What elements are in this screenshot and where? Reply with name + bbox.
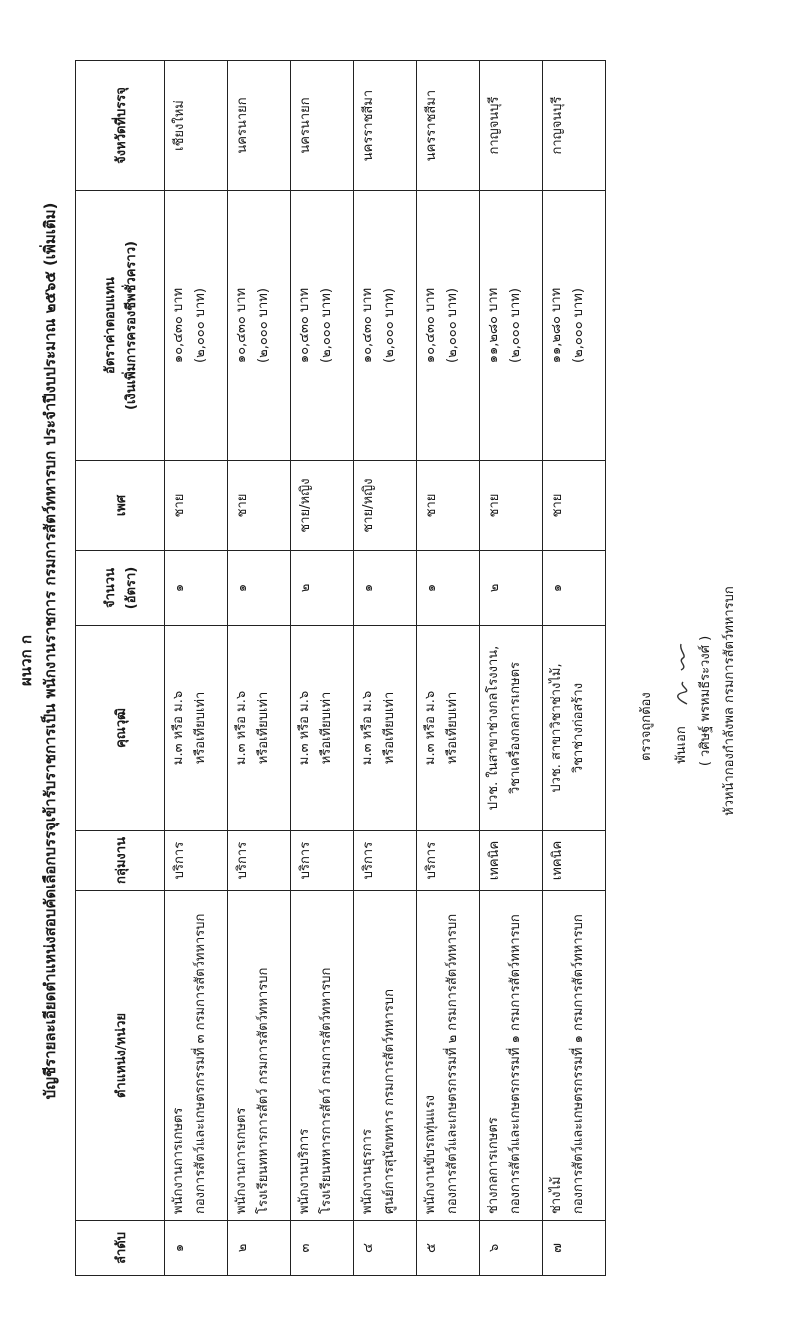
- cell-gender: ชาย: [165, 461, 228, 551]
- cell-gender: ชาย: [543, 461, 606, 551]
- cell-province: เชียงใหม่: [165, 61, 228, 191]
- cell-group: เทคนิค: [480, 831, 543, 891]
- cell-quantity: ๒: [480, 551, 543, 626]
- cell-position: [228, 891, 291, 1221]
- rate-allowance: (๒,๐๐๐ บาท): [382, 288, 397, 363]
- cell-gender: ชาย: [228, 461, 291, 551]
- qualification-line2: วิชาช่างก่อสร้าง: [571, 682, 586, 774]
- table-row: [354, 61, 417, 1276]
- rate-allowance: (๒,๐๐๐ บาท): [445, 288, 460, 363]
- cell-no: ๗: [543, 1221, 606, 1276]
- position-title: พนักงานการเกษตร: [171, 1107, 186, 1214]
- cell-group: บริการ: [354, 831, 417, 891]
- header-gender: เพศ: [76, 461, 165, 551]
- cell-position: [543, 891, 606, 1221]
- cell-group: บริการ: [417, 831, 480, 891]
- cell-quantity: ๑: [354, 551, 417, 626]
- cell-rate: [354, 191, 417, 461]
- positions-table: [75, 60, 606, 1276]
- table-row: [165, 61, 228, 1276]
- position-title: ช่างกลการเกษตร: [486, 1117, 501, 1214]
- cell-gender: ชาย: [417, 461, 480, 551]
- cell-position: [480, 891, 543, 1221]
- header-quantity-line1: จำนวน: [103, 568, 118, 608]
- position-title: พนักงานขับรถทุ่นแรง: [423, 1094, 438, 1214]
- rate-allowance: (๒,๐๐๐ บาท): [193, 288, 208, 363]
- cell-no: ๑: [165, 1221, 228, 1276]
- rate-allowance: (๒,๐๐๐ บาท): [508, 288, 523, 363]
- rate-allowance: (๒,๐๐๐ บาท): [319, 288, 334, 363]
- cell-province: นครราชสีมา: [354, 61, 417, 191]
- position-title: ช่างไม้: [549, 1176, 564, 1214]
- cell-qualification: [165, 626, 228, 831]
- qualification-line1: ม.๓ หรือ ม.๖: [360, 690, 375, 766]
- cell-qualification: [417, 626, 480, 831]
- document-subtitle: บัญชีรายละเอียดตำแหน่งสอบคัดเลือกบรรจุเข้ารับราชการเป็น พนักงานราชการ กรมการสัตว์ทหารบก ประจำปีงบประมาณ ๒๕๖๕ (เพิ่มเติม): [41, 202, 59, 1100]
- qualification-line2: หรือเทียบเท่า: [382, 691, 397, 765]
- cell-qualification: [228, 626, 291, 831]
- table-row: [417, 61, 480, 1276]
- cell-rate: [228, 191, 291, 461]
- cell-no: ๔: [354, 1221, 417, 1276]
- header-rate-line1: อัตราค่าตอบแทน: [103, 277, 118, 374]
- cell-quantity: ๑: [543, 551, 606, 626]
- position-unit: โรงเรียนทหารการสัตว์ กรมการสัตว์ทหารบก: [256, 967, 271, 1214]
- position-title: พนักงานธุรการ: [360, 1129, 375, 1214]
- cell-gender: ชาย/หญิง: [291, 461, 354, 551]
- cell-qualification: [480, 626, 543, 831]
- qualification-line1: ม.๓ หรือ ม.๖: [423, 690, 438, 766]
- cell-no: ๕: [417, 1221, 480, 1276]
- header-quantity-line2: (อัตรา): [124, 566, 139, 610]
- signer-rank: พันเอก: [674, 726, 689, 764]
- cell-quantity: ๑: [417, 551, 480, 626]
- qualification-line2: หรือเทียบเท่า: [193, 691, 208, 765]
- rate-allowance: (๒,๐๐๐ บาท): [256, 288, 271, 363]
- cell-rate: [480, 191, 543, 461]
- cell-group: บริการ: [228, 831, 291, 891]
- header-no: ลำดับ: [76, 1221, 165, 1276]
- rate-amount: ๑๑,๒๘๐ บาท: [486, 287, 501, 364]
- rate-amount: ๑๐,๔๓๐ บาท: [297, 287, 312, 364]
- cell-group: บริการ: [165, 831, 228, 891]
- cell-gender: ชาย: [480, 461, 543, 551]
- cell-quantity: ๑: [228, 551, 291, 626]
- cell-rate: [417, 191, 480, 461]
- cell-no: ๖: [480, 1221, 543, 1276]
- signer-title: หัวหน้ากองกำลังพล กรมการสัตว์ทหารบก: [722, 586, 737, 816]
- header-qualification: คุณวุฒิ: [76, 626, 165, 831]
- annex-title: ผนวก ก: [17, 635, 35, 686]
- cell-group: เทคนิค: [543, 831, 606, 891]
- cell-province: นครราชสีมา: [417, 61, 480, 191]
- position-unit: โรงเรียนทหารการสัตว์ กรมการสัตว์ทหารบก: [319, 967, 334, 1214]
- cell-no: ๓: [291, 1221, 354, 1276]
- cell-group: บริการ: [291, 831, 354, 891]
- signature-block: [670, 551, 742, 851]
- signature-mark: [671, 638, 693, 708]
- cell-rate: [543, 191, 606, 461]
- signer-name: ( วศิษฐ์ พรหมธีระวงศ์ ): [698, 635, 713, 767]
- cell-qualification: [291, 626, 354, 831]
- table-header-row: [76, 61, 165, 1276]
- table-row: [291, 61, 354, 1276]
- position-unit: กองการสัตว์และเกษตรกรรมที่ ๓ กรมการสัตว์ทหารบก: [193, 913, 208, 1214]
- position-title: พนักงานบริการ: [297, 1128, 312, 1214]
- header-rate: [76, 191, 165, 461]
- position-unit: กองการสัตว์และเกษตรกรรมที่ ๒ กรมการสัตว์ทหารบก: [445, 913, 460, 1214]
- qualification-line1: ม.๓ หรือ ม.๖: [234, 690, 249, 766]
- table-row: [543, 61, 606, 1276]
- rate-amount: ๑๑,๒๘๐ บาท: [549, 287, 564, 364]
- position-unit: กองการสัตว์และเกษตรกรรมที่ ๑ กรมการสัตว์ทหารบก: [508, 914, 523, 1214]
- qualification-line1: ม.๓ หรือ ม.๖: [297, 690, 312, 766]
- qualification-line2: วิชาเครื่องกลการเกษตร: [508, 662, 523, 794]
- cell-rate: [291, 191, 354, 461]
- cell-province: กาญจนบุรี: [543, 61, 606, 191]
- cell-position: [165, 891, 228, 1221]
- qualification-line1: ปวช. ในสาขาช่างกลโรงงาน,: [486, 645, 501, 811]
- position-title: พนักงานการเกษตร: [234, 1107, 249, 1214]
- cell-province: นครนายก: [291, 61, 354, 191]
- qualification-line2: หรือเทียบเท่า: [256, 691, 271, 765]
- cell-position: [417, 891, 480, 1221]
- table-row: [228, 61, 291, 1276]
- header-rate-line2: (เงินเพิ่มการครองชีพชั่วคราว): [124, 241, 139, 410]
- cell-quantity: ๒: [291, 551, 354, 626]
- qualification-line1: ม.๓ หรือ ม.๖: [171, 690, 186, 766]
- position-unit: กองการสัตว์และเกษตรกรรมที่ ๑ กรมการสัตว์ทหารบก: [571, 914, 586, 1214]
- cell-gender: ชาย/หญิง: [354, 461, 417, 551]
- qualification-line2: หรือเทียบเท่า: [319, 691, 334, 765]
- qualification-line2: หรือเทียบเท่า: [445, 691, 460, 765]
- header-quantity: [76, 551, 165, 626]
- cell-province: นครนายก: [228, 61, 291, 191]
- cell-rate: [165, 191, 228, 461]
- verified-label: ตรวจถูกต้อง: [639, 692, 654, 761]
- cell-qualification: [543, 626, 606, 831]
- table-row: [480, 61, 543, 1276]
- rate-amount: ๑๐,๔๓๐ บาท: [423, 287, 438, 364]
- header-position: ตำแหน่ง/หน่วย: [76, 891, 165, 1221]
- cell-position: [291, 891, 354, 1221]
- rate-amount: ๑๐,๔๓๐ บาท: [171, 287, 186, 364]
- cell-quantity: ๑: [165, 551, 228, 626]
- qualification-line1: ปวช. สาขาวิชาช่างไม้,: [549, 663, 564, 793]
- header-province: จังหวัดที่บรรจุ: [76, 61, 165, 191]
- rate-allowance: (๒,๐๐๐ บาท): [571, 288, 586, 363]
- cell-no: ๒: [228, 1221, 291, 1276]
- header-group: กลุ่มงาน: [76, 831, 165, 891]
- position-unit: ศูนย์การสุนัขทหาร กรมการสัตว์ทหารบก: [382, 989, 397, 1214]
- cell-qualification: [354, 626, 417, 831]
- cell-province: กาญจนบุรี: [480, 61, 543, 191]
- rate-amount: ๑๐,๔๓๐ บาท: [234, 287, 249, 364]
- cell-position: [354, 891, 417, 1221]
- rate-amount: ๑๐,๔๓๐ บาท: [360, 287, 375, 364]
